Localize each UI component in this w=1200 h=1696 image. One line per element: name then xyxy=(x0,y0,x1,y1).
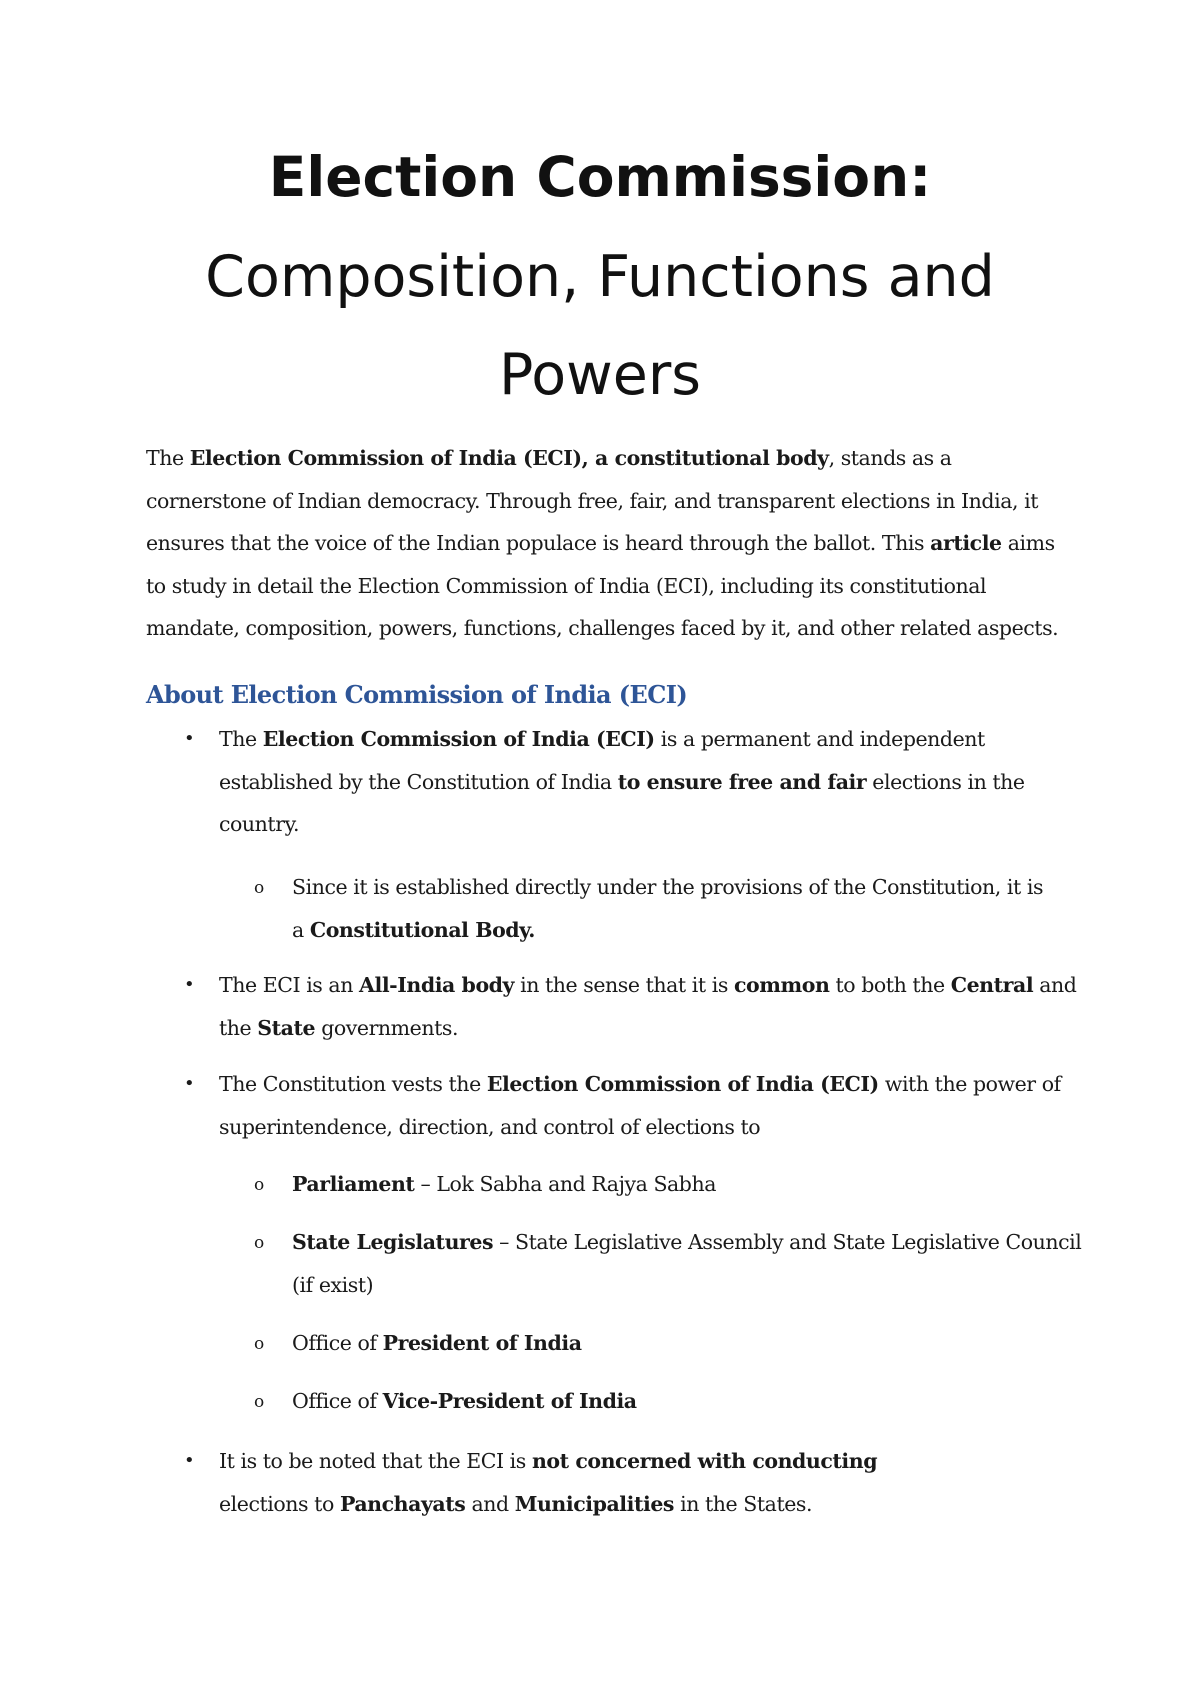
bullet3-bold-1: Election Commission of India (ECI) xyxy=(486,1072,879,1096)
sub-marker: o xyxy=(254,1175,264,1195)
bullet-marker: • xyxy=(184,1073,195,1094)
sub2-bold-1: Parliament xyxy=(292,1172,415,1196)
bullet4-text-1: It is to be noted that the ECI is xyxy=(219,1449,532,1473)
bullet-content-1 xyxy=(219,718,1079,846)
bullet1-text-1: The xyxy=(219,727,263,751)
sub-marker: o xyxy=(254,878,264,898)
bullet2-text-1: The ECI is an xyxy=(219,973,360,997)
bullet4-text-2: elections to xyxy=(219,1491,340,1516)
bullet-content-4 xyxy=(219,1440,959,1525)
bullet2-bold-3: Central xyxy=(950,973,1034,997)
bullet2-bold-4: State xyxy=(257,1015,316,1040)
sub-content-5 xyxy=(292,1380,1092,1423)
sub3-bold-1: State Legislatures xyxy=(292,1230,494,1254)
bullet4-text-3: and xyxy=(465,1491,515,1516)
sub1-bold-1: Constitutional Body. xyxy=(309,917,535,942)
sub-marker: o xyxy=(254,1334,264,1354)
sub-marker: o xyxy=(254,1233,264,1253)
bullet1-bold-1: Election Commission of India (ECI) xyxy=(262,727,655,751)
intro-text-3: aims to study in detail the Election Commission of India (ECI), including its constitutional mandate, composition, powers, functions, challenges faced by it, and other related aspects. xyxy=(146,531,1059,640)
bullet-marker: • xyxy=(184,1450,195,1471)
bullet3-text-1: The Constitution vests the xyxy=(219,1072,487,1096)
bullet1-text-3: elections in the country. xyxy=(219,769,1025,836)
bullet1-bold-2: to ensure free and fair xyxy=(617,769,867,794)
bullet2-text-5: governments. xyxy=(315,1015,459,1040)
sub-content-4 xyxy=(292,1322,1092,1365)
bullet-marker: • xyxy=(184,974,195,995)
sub-content-3 xyxy=(292,1221,1087,1306)
section-heading: About Election Commission of India (ECI) xyxy=(146,680,688,709)
bullet4-bold-2: Panchayats xyxy=(339,1491,466,1516)
bullet2-text-2: in the sense that it is xyxy=(514,973,734,997)
bullet4-bold-1: not concerned with conducting xyxy=(531,1449,878,1473)
bullet-content-3 xyxy=(219,1063,1079,1148)
bullet-marker: • xyxy=(184,728,195,749)
title-line-1: Election Commission: xyxy=(268,145,932,209)
bullet2-bold-2: common xyxy=(734,973,830,997)
sub3-text-1: – State Legislative Assembly and State Legislative Council (if exist) xyxy=(292,1230,1082,1297)
title-line-3: Powers xyxy=(498,342,702,408)
intro-bold-1: Election Commission of India (ECI), a constitutional body xyxy=(189,446,829,470)
intro-paragraph xyxy=(146,437,1076,650)
bullet-content-2 xyxy=(219,964,1079,1049)
bullet4-bold-3: Municipalities xyxy=(514,1491,675,1516)
sub-marker: o xyxy=(254,1392,264,1412)
sub4-bold-1: President of India xyxy=(382,1331,582,1355)
sub-content-1 xyxy=(292,866,1052,951)
intro-bold-2: article xyxy=(930,531,1002,555)
sub1-text-1: Since it is established directly under the provisions of the Constitution, it is a xyxy=(292,875,1044,942)
bullet2-bold-1: All-India body xyxy=(359,973,515,997)
bullet1-text-2: is a permanent and independent established by the Constitution of India xyxy=(219,727,985,794)
intro-text-1: The xyxy=(146,446,190,470)
title-line-2: Composition, Functions and xyxy=(205,244,995,310)
sub5-bold-1: Vice-President of India xyxy=(382,1389,637,1413)
bullet3-text-2: with the power of superintendence, direction, and control of elections to xyxy=(219,1072,1061,1139)
sub-content-2 xyxy=(292,1163,1092,1206)
sub4-text-1: Office of xyxy=(292,1331,383,1355)
bullet4-text-4: in the States. xyxy=(674,1491,813,1516)
sub5-text-1: Office of xyxy=(292,1389,383,1413)
intro-text-2: , stands as a cornerstone of Indian democracy. Through free, fair, and transparent elections in India, it ensures that the voice of the Indian populace is heard through the ballot. This xyxy=(146,446,1038,555)
bullet2-text-4: and the xyxy=(219,973,1077,1040)
sub2-text-1: – Lok Sabha and Rajya Sabha xyxy=(414,1172,717,1196)
bullet2-text-3: to both the xyxy=(829,973,951,997)
